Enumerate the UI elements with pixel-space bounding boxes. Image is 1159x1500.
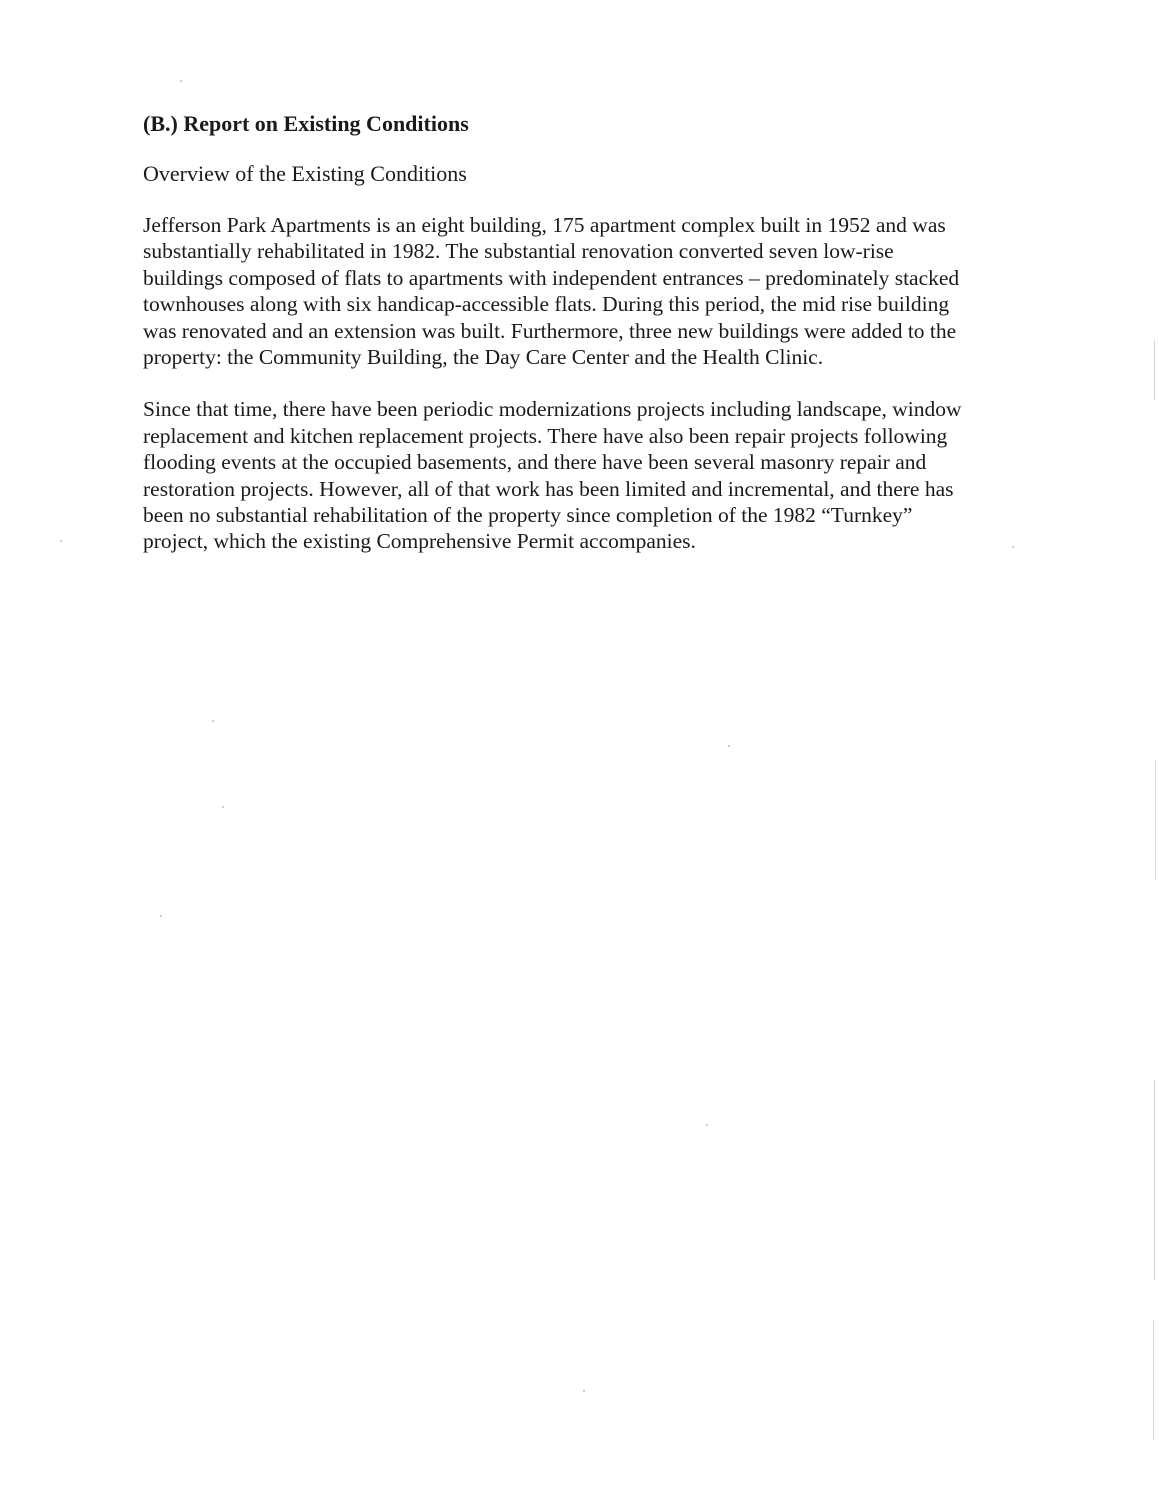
- paragraph-line: townhouses along with six handicap-accessible flats. During this period, the mid rise building: [143, 292, 950, 317]
- paragraph-line: Since that time, there have been periodic modernizations projects including landscape, window: [143, 397, 962, 422]
- paragraph-line: been no substantial rehabilitation of the property since completion of the 1982 “Turnkey”: [143, 503, 913, 528]
- scan-edge-mark: [1154, 340, 1155, 400]
- scan-edge-mark: [1154, 1080, 1155, 1280]
- section-subheading: Overview of the Existing Conditions: [143, 161, 467, 186]
- paragraph-line: replacement and kitchen replacement projects. There have also been repair projects following: [143, 423, 948, 448]
- paragraph-line: was renovated and an extension was built. Furthermore, three new buildings were added to the: [143, 318, 957, 343]
- paragraph-line: project, which the existing Comprehensive Permit accompanies.: [143, 529, 696, 554]
- scan-speck: [706, 1124, 708, 1126]
- paragraph-line: buildings composed of flats to apartments with independent entrances – predominately stacked: [143, 265, 960, 290]
- scan-speck: [212, 720, 214, 722]
- paragraph-line: substantially rehabilitated in 1982. The substantial renovation converted seven low-rise: [143, 239, 894, 264]
- paragraph-modernizations: [143, 396, 1023, 554]
- paragraph-line: restoration projects. However, all of that work has been limited and incremental, and there has: [143, 476, 954, 501]
- paragraph-history: [143, 212, 1023, 370]
- scan-speck: [583, 1390, 585, 1392]
- section-heading: (B.) Report on Existing Conditions: [143, 111, 469, 136]
- scan-speck: [60, 540, 62, 542]
- scan-edge-mark: [1155, 760, 1156, 880]
- paragraph-line: flooding events at the occupied basements, and there have been several masonry repair and: [143, 450, 927, 475]
- document-body: [143, 110, 1023, 581]
- scan-edge-mark: [1153, 1320, 1154, 1440]
- scan-speck: [222, 806, 224, 808]
- paragraph-line: Jefferson Park Apartments is an eight building, 175 apartment complex built in 1952 and was: [143, 213, 946, 237]
- paragraph-line: property: the Community Building, the Day Care Center and the Health Clinic.: [143, 345, 824, 370]
- scan-speck: [728, 745, 730, 747]
- scan-speck: [160, 915, 162, 917]
- scan-speck: [180, 80, 182, 82]
